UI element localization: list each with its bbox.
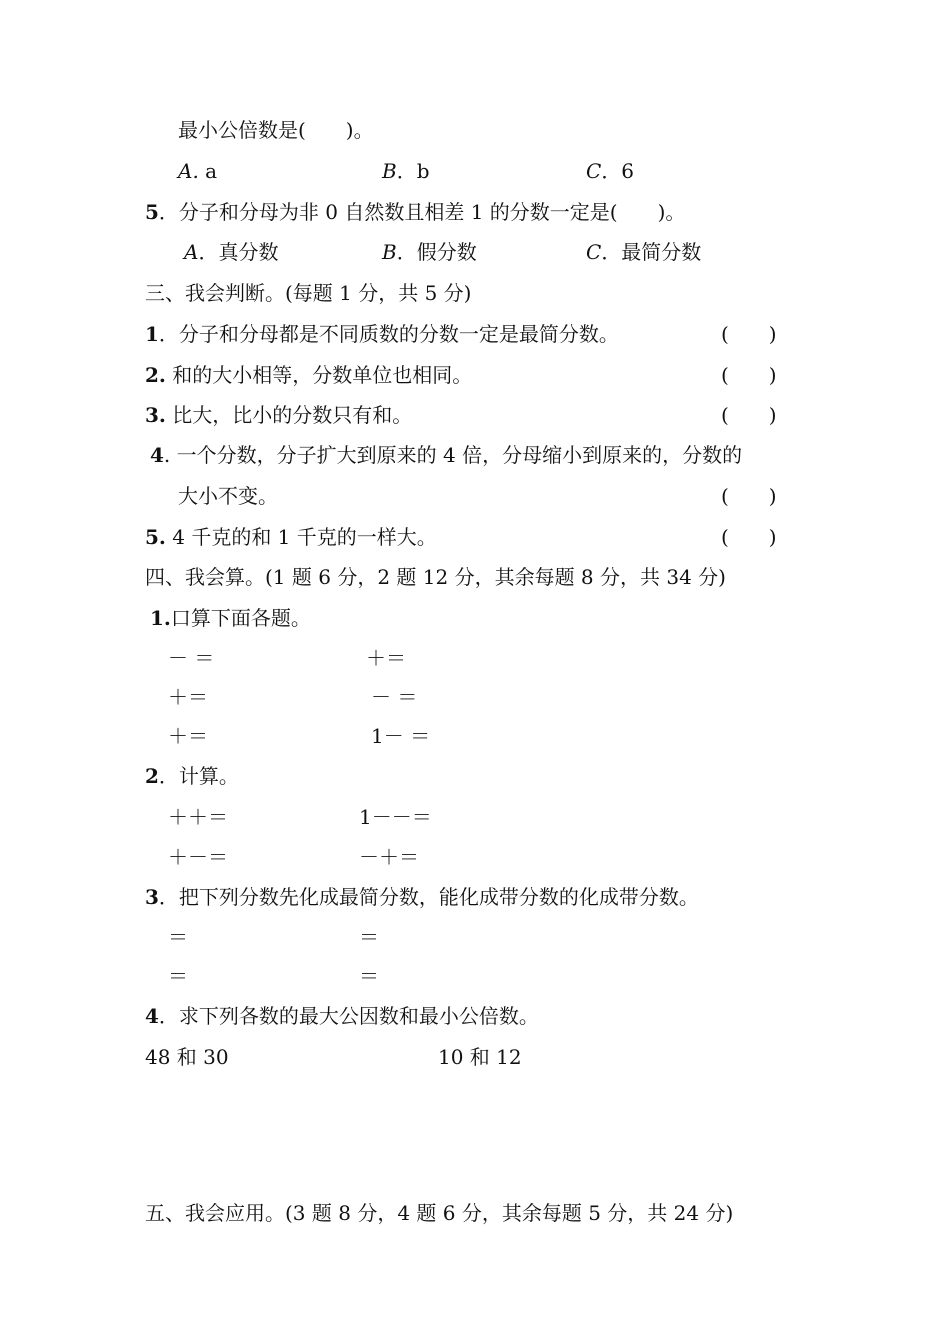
judge-item-2	[145, 362, 472, 388]
mental-calc-expression: － ＝	[371, 685, 418, 709]
question-number: 1	[145, 322, 159, 346]
mental-calc-expression: ＋＝	[168, 685, 208, 709]
simplify-expression: ＝	[168, 925, 188, 949]
section3-heading: 三、我会判断。(每题 1 分，共 5 分)	[145, 281, 472, 305]
judge-item-4	[150, 442, 742, 468]
answer-blank-4[interactable]: ( )	[721, 484, 777, 508]
simplify-expression: ＝	[168, 964, 188, 988]
judge-item-4-continuation: 大小不变。	[178, 484, 278, 508]
question-text: ．分子和分母为非 0 自然数且相差 1 的分数一定是( )。	[158, 200, 686, 224]
answer-blank-1[interactable]: ( )	[721, 322, 777, 346]
simplify-expression: ＝	[359, 925, 379, 949]
mental-calc-expression: 1－ ＝	[371, 724, 431, 748]
option-label: C	[586, 159, 602, 183]
calc-expression: －＋＝	[359, 845, 419, 869]
question-text: 比大，比小的分数只有和。	[165, 403, 413, 427]
answer-blank-2[interactable]: ( )	[721, 363, 777, 387]
option-label: A.	[178, 159, 199, 183]
section5-heading: 五、我会应用。(3 题 8 分，4 题 6 分，其余每题 5 分，共 24 分)	[145, 1201, 734, 1225]
q4-option-c	[586, 158, 634, 184]
question-number: 4	[145, 1004, 159, 1028]
question-number: 2.	[145, 363, 166, 387]
q4-stem-continuation: 最小公倍数是( )。	[178, 118, 374, 142]
option-text: ．6	[601, 159, 635, 183]
question-text: 4 千克的和 1 千克的一样大。	[165, 525, 437, 549]
option-text: ．假分数	[396, 240, 477, 264]
judge-item-1	[145, 321, 619, 347]
section4-heading: 四、我会算。(1 题 6 分，2 题 12 分，其余每题 8 分，共 34 分)	[145, 565, 726, 589]
simplify-expression: ＝	[359, 964, 379, 988]
judge-item-3	[145, 402, 412, 428]
question-text: ．求下列各数的最大公因数和最小公倍数。	[158, 1004, 539, 1028]
q5-option-b	[382, 239, 477, 265]
q4-option-a	[178, 158, 217, 184]
option-text: a	[198, 159, 218, 183]
q4-option-b	[382, 158, 430, 184]
option-label: B	[382, 240, 397, 264]
q5-option-c	[586, 239, 701, 265]
calc-q1-title	[150, 605, 311, 631]
question-number: 5	[145, 200, 159, 224]
option-label: A	[184, 240, 199, 264]
question-text: ．把下列分数先化成最简分数，能化成带分数的化成带分数。	[158, 885, 699, 909]
option-text: ．b	[396, 159, 430, 183]
question-text: 口算下面各题。	[170, 606, 311, 630]
question-number: 1.	[150, 606, 171, 630]
calc-expression: 1－－＝	[359, 805, 432, 829]
q5-stem	[145, 199, 685, 225]
question-number: 4	[150, 443, 164, 467]
option-label: B	[382, 159, 397, 183]
question-number: 3	[145, 885, 159, 909]
question-number: 3.	[145, 403, 166, 427]
calc-q3-title	[145, 884, 699, 910]
calc-q2-title	[145, 763, 239, 789]
calc-expression: ＋－＝	[168, 845, 228, 869]
question-text: ．计算。	[158, 764, 239, 788]
calc-q4-title	[145, 1003, 539, 1029]
q5-option-a	[184, 239, 278, 265]
option-text: ．最简分数	[601, 240, 702, 264]
question-text: . 一个分数，分子扩大到原来的 4 倍，分母缩小到原来的，分数的	[163, 443, 743, 467]
question-number: 2	[145, 764, 159, 788]
answer-blank-3[interactable]: ( )	[721, 403, 777, 427]
judge-item-5	[145, 524, 437, 550]
question-text: ．分子和分母都是不同质数的分数一定是最简分数。	[158, 322, 619, 346]
gcd-lcm-pair-left: 48 和 30	[145, 1045, 229, 1069]
calc-expression: ＋＋＝	[168, 805, 228, 829]
mental-calc-expression: － ＝	[168, 646, 215, 670]
question-number: 5.	[145, 525, 166, 549]
mental-calc-expression: ＋＝	[168, 724, 208, 748]
option-text: ．真分数	[198, 240, 279, 264]
question-text: 和的大小相等，分数单位也相同。	[165, 363, 473, 387]
answer-blank-5[interactable]: ( )	[721, 525, 777, 549]
option-label: C	[586, 240, 602, 264]
mental-calc-expression: ＋＝	[366, 646, 406, 670]
gcd-lcm-pair-right: 10 和 12	[438, 1045, 522, 1069]
